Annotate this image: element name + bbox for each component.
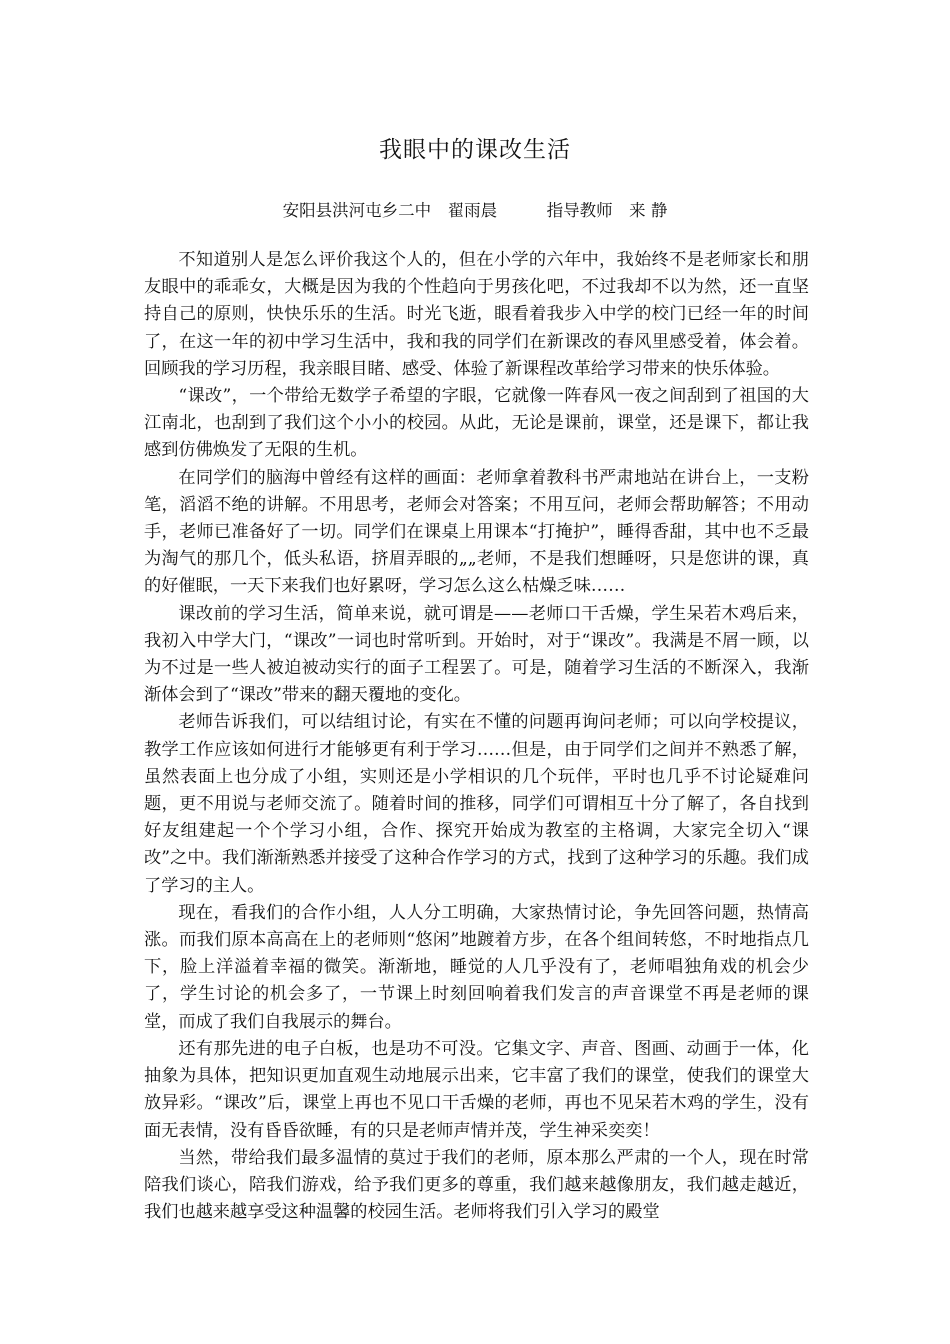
paragraph: 老师告诉我们，可以结组讨论，有实在不懂的问题再询问老师；可以向学校提议，教学工作应该如何进行才能够更有利于学习……但是，由于同学们之间并不熟悉了解，虽然表面上也分成了小组，实则还是小学相识的几个玩伴，平时也几乎不讨论疑难问题，更不用说与老师交流了。随着时间的推移，同学们可谓相互十分了解了，各自找到好友组建起一个个学习小组，合作、探究开始成为教室的主格调，大家完全切入“课改”之中。我们渐渐熟悉并接受了这种合作学习的方式，找到了这种学习的乐趣。我们成了学习的主人。 bbox=[144, 712, 809, 896]
paragraph: 当然，带给我们最多温情的莫过于我们的老师，原本那么严肃的一个人，现在时常陪我们谈心，陪我们游戏，给予我们更多的尊重，我们越来越像朋友，我们越走越近，我们也越来越享受这种温馨的校园生活。老师将我们引入学习的殿堂 bbox=[144, 1147, 809, 1223]
paragraph: 不知道别人是怎么评价我这个人的，但在小学的六年中，我始终不是老师家长和朋友眼中的乖乖女，大概是因为我的个性趋向于男孩化吧，不过我却不以为然，还一直坚持自己的原则，快快乐乐的生活。时光飞逝，眼看着我步入中学的校门已经一年的时间了，在这一年的初中学习生活中，我和我的同学们在新课改的春风里感受着，体会着。回顾我的学习历程，我亲眼目睹、感受、体验了新课程改革给学习带来的快乐体验。 bbox=[144, 250, 809, 379]
paragraph: 现在，看我们的合作小组，人人分工明确，大家热情讨论，争先回答问题，热情高涨。而我们原本高高在上的老师则“悠闲”地踱着方步，在各个组间转悠，不时地指点几下，脸上洋溢着幸福的微笑。渐渐地，睡觉的人几乎没有了，老师唱独角戏的机会少了，学生讨论的机会多了，一节课上时刻回响着我们发言的声音课堂不再是老师的课堂，而成了我们自我展示的舞台。 bbox=[144, 902, 809, 1032]
paragraph: “课改”，一个带给无数学子希望的字眼，它就像一阵春风一夜之间刮到了祖国的大江南北，也刮到了我们这个小小的校园。从此，无论是课前，课堂，还是课下，都让我感到仿佛焕发了无限的生机。 bbox=[144, 386, 809, 461]
paragraph: 还有那先进的电子白板，也是功不可没。它集文字、声音、图画、动画于一体，化抽象为具体，把知识更加直观生动地展示出来，它丰富了我们的课堂，使我们的课堂大放异彩。“课改”后，课堂上再也不见口干舌燥的老师，再也不见呆若木鸡的学生，没有面无表情，没有昏昏欲睡，有的只是老师声情并茂，学生神采奕奕！ bbox=[144, 1038, 809, 1141]
document-title: 我眼中的课改生活 bbox=[379, 137, 571, 163]
document-body bbox=[144, 247, 809, 1226]
paragraph: 课改前的学习生活，简单来说，就可谓是——老师口干舌燥，学生呆若木鸡后来，我初入中学大门，“课改”一词也时常听到。开始时，对于“课改”。我满是不屑一顾，以为不过是一些人被迫被动实行的面子工程罢了。可是，随着学习生活的不断深入，我渐渐体会到了“课改”带来的翻天覆地的变化。 bbox=[144, 603, 809, 706]
paragraph: 在同学们的脑海中曾经有这样的画面：老师拿着教科书严肃地站在讲台上，一支粉笔，滔滔不绝的讲解。不用思考，老师会对答案；不用互问，老师会帮助解答；不用动手，老师已准备好了一切。同学们在课桌上用课本“打掩护”，睡得香甜，其中也不乏最为淘气的那几个，低头私语，挤眉弄眼的„„老师，不是我们想睡呀，只是您讲的课，真的好催眠，一天下来我们也好累呀，学习怎么这么枯燥乏味…… bbox=[144, 467, 809, 597]
author-byline: 安阳县洪河屯乡二中 翟雨晨 指导教师 来 静 bbox=[282, 201, 668, 220]
